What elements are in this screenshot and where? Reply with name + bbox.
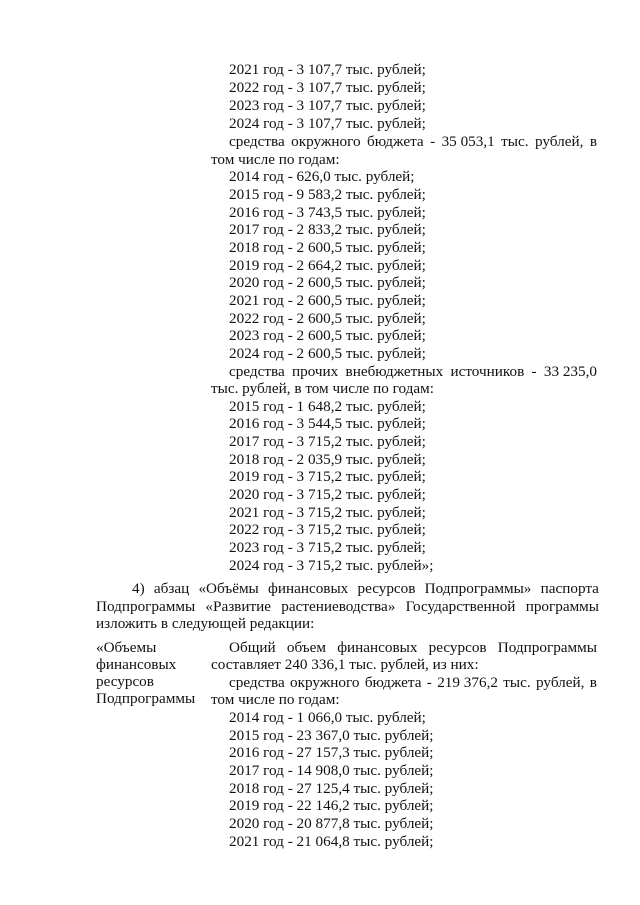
word: рублей, bbox=[535, 133, 584, 150]
word: абзац bbox=[153, 580, 190, 597]
okrug-budget-tail: том числе по годам: bbox=[211, 151, 340, 168]
word: окружного bbox=[291, 133, 361, 150]
word: средства bbox=[229, 674, 285, 691]
word: «Объёмы bbox=[198, 580, 259, 597]
funding-year-line: 2018 год - 2 600,5 тыс. рублей; bbox=[229, 239, 426, 256]
table-label-cell bbox=[96, 639, 206, 707]
label-line: Подпрограммы bbox=[96, 690, 196, 707]
word: финансовых bbox=[267, 580, 349, 597]
funding-year-line: 2014 год - 626,0 тыс. рублей; bbox=[229, 168, 415, 185]
word: 4) bbox=[132, 580, 145, 597]
other-sources-tail: тыс. рублей, в том числе по годам: bbox=[211, 380, 434, 397]
word: бюджета bbox=[367, 133, 424, 150]
word: ресурсов bbox=[428, 639, 487, 656]
funding-year-line: 2020 год - 20 877,8 тыс. рублей; bbox=[229, 815, 434, 832]
funding-year-line: 2018 год - 2 035,9 тыс. рублей; bbox=[229, 451, 426, 468]
word: «Развитие bbox=[205, 598, 271, 615]
funding-year-line: 2016 год - 3 743,5 тыс. рублей; bbox=[229, 204, 426, 221]
funding-year-line: 2024 год - 3 107,7 тыс. рублей; bbox=[229, 115, 426, 132]
funding-year-line: 2024 год - 3 715,2 тыс. рублей»; bbox=[229, 557, 434, 574]
word: рублей, bbox=[536, 674, 585, 691]
funding-year-line: 2014 год - 1 066,0 тыс. рублей; bbox=[229, 709, 426, 726]
funding-year-line: 2023 год - 3 107,7 тыс. рублей; bbox=[229, 97, 426, 114]
word: Общий bbox=[229, 639, 276, 656]
funding-year-line: 2019 год - 3 715,2 тыс. рублей; bbox=[229, 468, 426, 485]
total-volume-line bbox=[229, 639, 597, 656]
okrug-budget-line bbox=[229, 133, 597, 150]
funding-year-line: 2023 год - 3 715,2 тыс. рублей; bbox=[229, 539, 426, 556]
funding-year-line: 2019 год - 2 664,2 тыс. рублей; bbox=[229, 257, 426, 274]
word: растениеводства» bbox=[281, 598, 396, 615]
funding-year-line: 2015 год - 1 648,2 тыс. рублей; bbox=[229, 398, 426, 415]
okrug-budget-tail: том числе по годам: bbox=[211, 691, 340, 708]
label-line: ресурсов bbox=[96, 673, 154, 690]
word: прочих bbox=[291, 363, 339, 380]
word: в bbox=[589, 133, 597, 150]
funding-year-line: 2015 год - 23 367,0 тыс. рублей; bbox=[229, 727, 434, 744]
funding-year-line: 2021 год - 21 064,8 тыс. рублей; bbox=[229, 833, 434, 850]
funding-year-line: 2021 год - 2 600,5 тыс. рублей; bbox=[229, 292, 426, 309]
word: тыс. bbox=[503, 674, 531, 691]
funding-year-line: 2022 год - 2 600,5 тыс. рублей; bbox=[229, 310, 426, 327]
word: в bbox=[589, 674, 597, 691]
word: средства bbox=[229, 363, 285, 380]
word: внебюджетных bbox=[345, 363, 444, 380]
word: ресурсов bbox=[357, 580, 416, 597]
funding-year-line: 2017 год - 2 833,2 тыс. рублей; bbox=[229, 221, 426, 238]
word: средства bbox=[229, 133, 285, 150]
item4-line1 bbox=[132, 580, 599, 597]
item4-line2 bbox=[96, 598, 599, 615]
word: - bbox=[426, 674, 432, 691]
word: Подпрограммы bbox=[497, 639, 597, 656]
word: - bbox=[430, 133, 436, 150]
word: финансовых bbox=[337, 639, 418, 656]
funding-year-line: 2023 год - 2 600,5 тыс. рублей; bbox=[229, 327, 426, 344]
funding-year-line: 2016 год - 27 157,3 тыс. рублей; bbox=[229, 744, 434, 761]
word: 219 376,2 bbox=[437, 674, 498, 691]
label-line: финансовых bbox=[96, 656, 177, 673]
funding-year-line: 2020 год - 2 600,5 тыс. рублей; bbox=[229, 274, 426, 291]
funding-year-line: 2016 год - 3 544,5 тыс. рублей; bbox=[229, 415, 426, 432]
funding-year-line: 2015 год - 9 583,2 тыс. рублей; bbox=[229, 186, 426, 203]
word: окружного bbox=[290, 674, 360, 691]
word: объем bbox=[286, 639, 326, 656]
word: Государственной bbox=[405, 598, 516, 615]
funding-year-line: 2021 год - 3 715,2 тыс. рублей; bbox=[229, 504, 426, 521]
other-sources-line bbox=[229, 363, 597, 380]
word: источников bbox=[450, 363, 525, 380]
funding-year-line: 2017 год - 3 715,2 тыс. рублей; bbox=[229, 433, 426, 450]
word: программы bbox=[525, 598, 599, 615]
funding-year-line: 2020 год - 3 715,2 тыс. рублей; bbox=[229, 486, 426, 503]
item4-line3: изложить в следующей редакции: bbox=[96, 615, 315, 632]
word: Подпрограммы bbox=[96, 598, 196, 615]
funding-year-line: 2019 год - 22 146,2 тыс. рублей; bbox=[229, 797, 434, 814]
word: Подпрограммы» bbox=[424, 580, 532, 597]
word: 35 053,1 bbox=[441, 133, 495, 150]
funding-year-line: 2022 год - 3 715,2 тыс. рублей; bbox=[229, 521, 426, 538]
funding-year-line: 2024 год - 2 600,5 тыс. рублей; bbox=[229, 345, 426, 362]
okrug-budget-line bbox=[229, 674, 597, 691]
word: бюджета bbox=[364, 674, 422, 691]
funding-year-line: 2017 год - 14 908,0 тыс. рублей; bbox=[229, 762, 434, 779]
word: паспорта bbox=[540, 580, 599, 597]
funding-year-line: 2021 год - 3 107,7 тыс. рублей; bbox=[229, 61, 426, 78]
label-line: «Объемы bbox=[96, 639, 157, 656]
word: - bbox=[531, 363, 537, 380]
word: 33 235,0 bbox=[543, 363, 597, 380]
total-volume-tail: составляет 240 336,1 тыс. рублей, из них: bbox=[211, 656, 479, 673]
funding-year-line: 2022 год - 3 107,7 тыс. рублей; bbox=[229, 79, 426, 96]
funding-year-line: 2018 год - 27 125,4 тыс. рублей; bbox=[229, 780, 434, 797]
word: тыс. bbox=[501, 133, 529, 150]
